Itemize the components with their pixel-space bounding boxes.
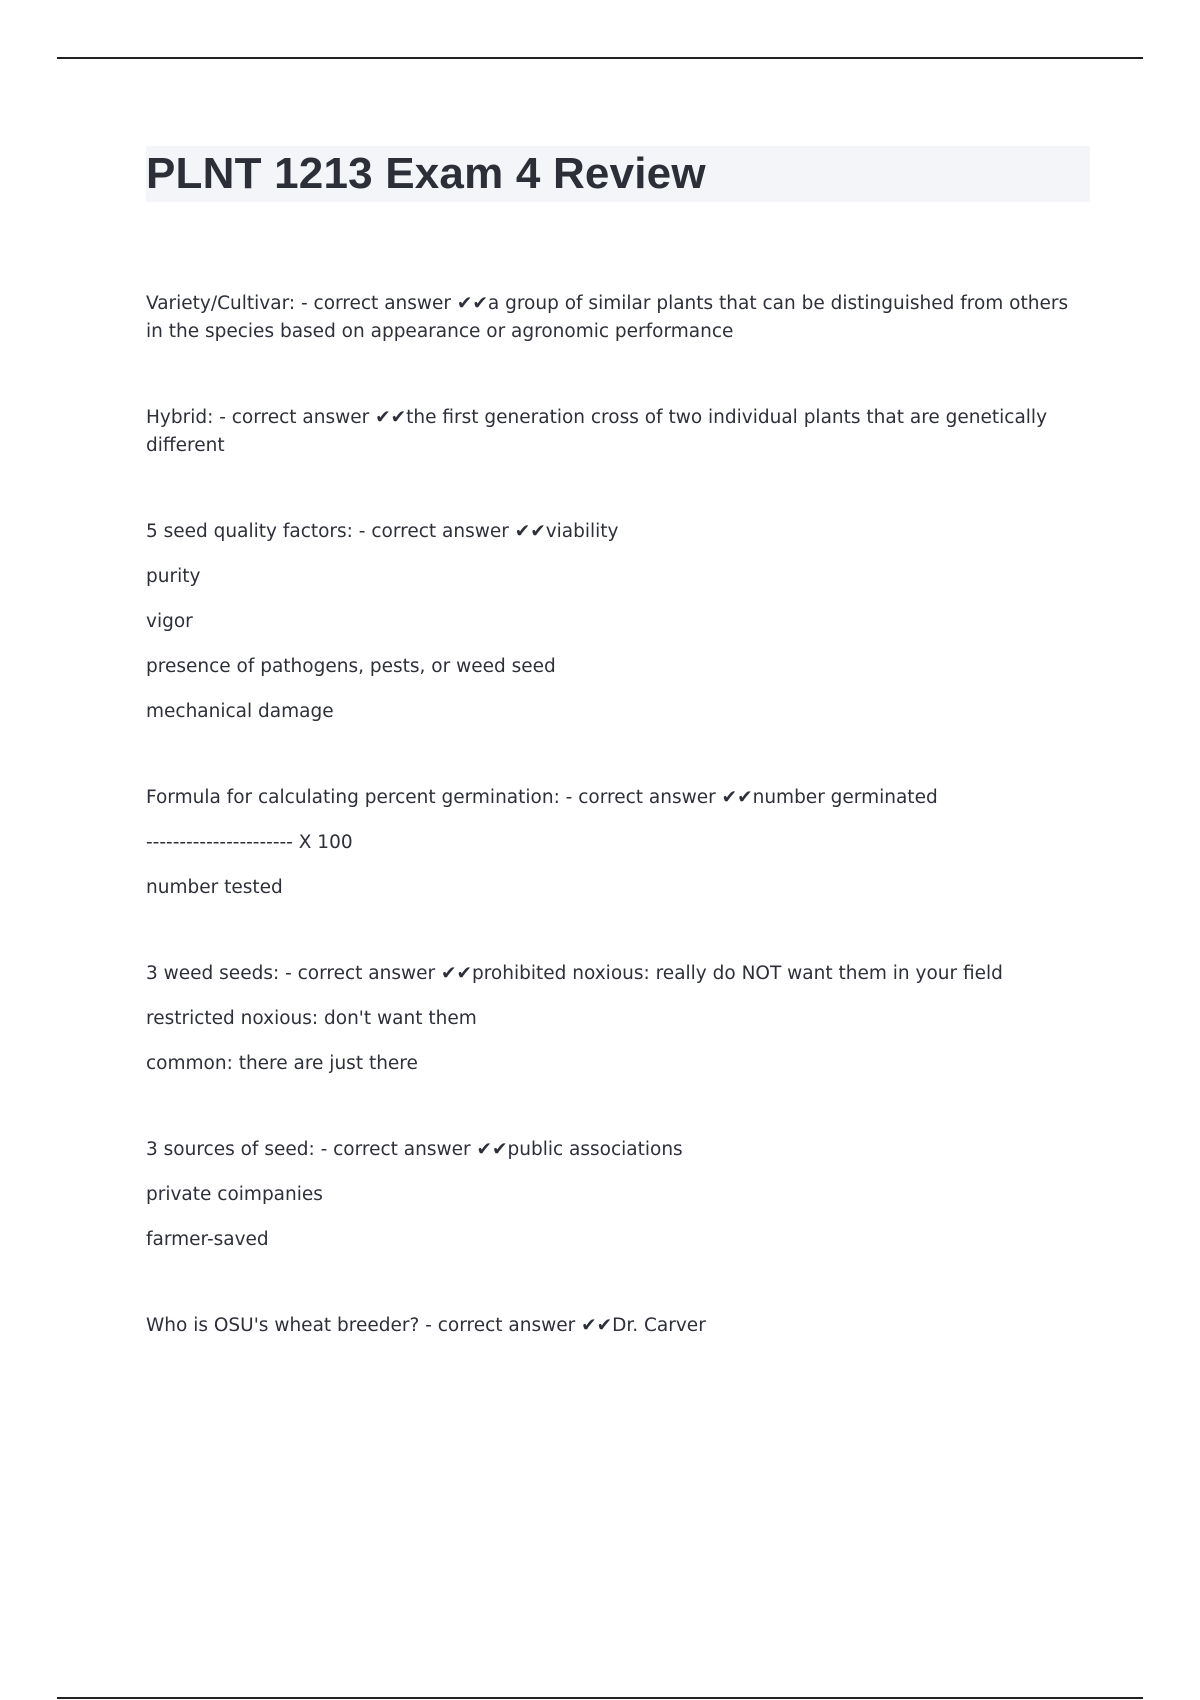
qa-line: mechanical damage xyxy=(146,701,334,722)
qa-line: number tested xyxy=(146,877,283,898)
qa-line: vigor xyxy=(146,611,193,632)
header-rule xyxy=(57,57,1143,59)
qa-line: 5 seed quality factors: - correct answer ✔✔viability xyxy=(146,521,619,542)
qa-line: private coimpanies xyxy=(146,1184,323,1205)
footer-rule xyxy=(57,1697,1143,1699)
qa-item-percent-germination xyxy=(146,784,1090,902)
qa-item-variety-cultivar xyxy=(146,290,1090,346)
qa-line: Hybrid: - correct answer ✔✔the first generation cross of two individual plants that are genetically different xyxy=(146,407,1048,456)
qa-line: presence of pathogens, pests, or weed seed xyxy=(146,656,556,677)
qa-line: Who is OSU's wheat breeder? - correct answer ✔✔Dr. Carver xyxy=(146,1315,706,1336)
qa-line: restricted noxious: don't want them xyxy=(146,1008,477,1029)
title-banner xyxy=(146,146,1090,202)
qa-line: 3 weed seeds: - correct answer ✔✔prohibited noxious: really do NOT want them in your field xyxy=(146,963,1003,984)
page-title: PLNT 1213 Exam 4 Review xyxy=(146,149,706,198)
qa-item-seed-sources xyxy=(146,1136,1090,1254)
qa-line: common: there are just there xyxy=(146,1053,418,1074)
qa-item-hybrid xyxy=(146,404,1090,460)
qa-line: purity xyxy=(146,566,201,587)
qa-line: farmer-saved xyxy=(146,1229,269,1250)
qa-line: 3 sources of seed: - correct answer ✔✔public associations xyxy=(146,1139,683,1160)
qa-item-seed-quality-factors xyxy=(146,518,1090,726)
qa-item-wheat-breeder xyxy=(146,1312,1090,1340)
qa-line: ---------------------- X 100 xyxy=(146,832,353,853)
qa-item-weed-seeds xyxy=(146,960,1090,1078)
qa-line: Formula for calculating percent germination: - correct answer ✔✔number germinated xyxy=(146,787,938,808)
qa-line: Variety/Cultivar: - correct answer ✔✔a group of similar plants that can be distinguished from others in the species based on appearance or agronomic performance xyxy=(146,293,1069,342)
document-body xyxy=(146,290,1090,1398)
